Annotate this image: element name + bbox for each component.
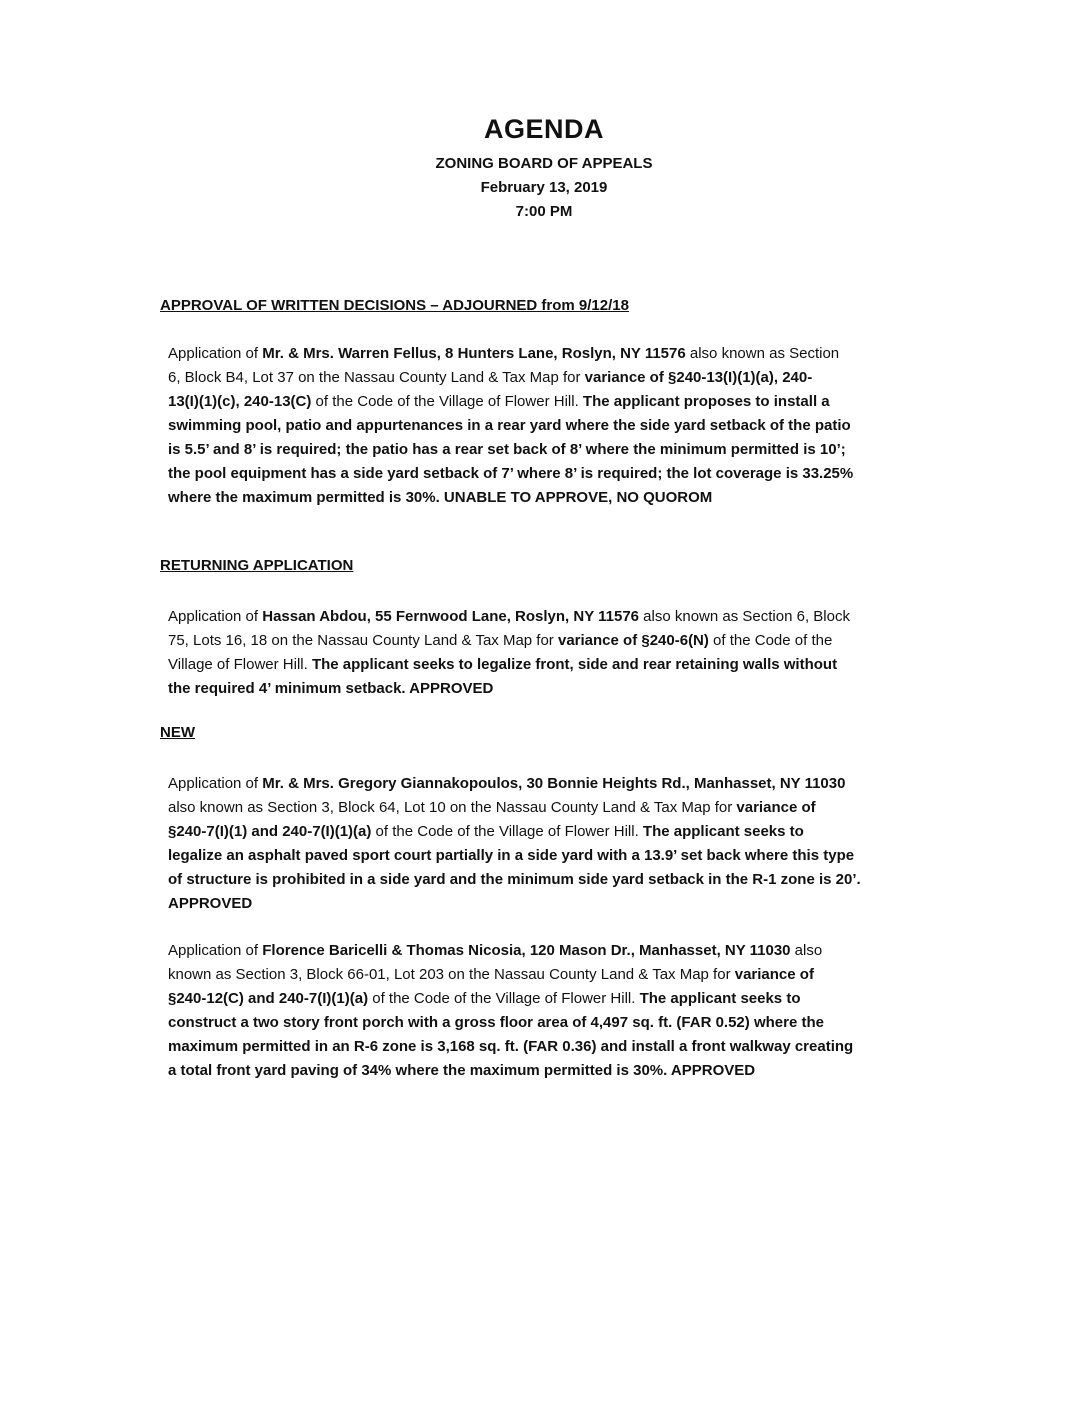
line-text: of the Code of the Village of Flower Hill. <box>368 990 640 1007</box>
approval-application-fellus <box>168 342 968 510</box>
proposal-text: The applicant seeks to <box>639 990 801 1007</box>
proposal-line: swimming pool, patio and appurtenances in a rear yard where the side yard setback of the patio <box>168 417 851 434</box>
line-text: also <box>790 942 823 959</box>
line-text: Application of <box>168 608 263 625</box>
applicant-name: Mr. & Mrs. Gregory Giannakopoulos, 30 Bonnie Heights Rd., Manhasset, NY 11030 <box>262 775 846 792</box>
variance-text: variance of <box>736 799 816 816</box>
line-text: also known as Section 6, Block <box>639 608 850 625</box>
paragraph-line <box>168 939 968 963</box>
paragraph-line <box>168 366 968 390</box>
new-application-giannakopoulos <box>168 772 968 916</box>
applicant-name: Mr. & Mrs. Warren Fellus, 8 Hunters Lane, Roslyn, NY 11576 <box>262 345 686 362</box>
proposal-line: the pool equipment has a side yard setback of 7’ where 8’ is required; the lot coverage is 33.25% <box>168 465 854 482</box>
paragraph-line <box>168 796 968 820</box>
paragraph-line <box>168 342 968 366</box>
meeting-date: February 13, 2019 <box>480 179 608 196</box>
applicant-name: Florence Baricelli & Thomas Nicosia, 120 Mason Dr., Manhasset, NY 11030 <box>262 942 791 959</box>
proposal-line: APPROVED <box>168 895 253 912</box>
returning-application-abdou <box>168 605 968 701</box>
line-text: Application of <box>168 345 263 362</box>
variance-text: variance of <box>734 966 814 983</box>
returning-section-heading: RETURNING APPLICATION <box>160 557 354 574</box>
paragraph-line <box>168 963 968 987</box>
line-text: Application of <box>168 942 263 959</box>
meeting-time: 7:00 PM <box>515 203 573 220</box>
proposal-line: a total front yard paving of 34% where the maximum permitted is 30%. APPROVED <box>168 1062 756 1079</box>
line-text: Application of <box>168 775 263 792</box>
agenda-title: AGENDA <box>483 114 604 144</box>
paragraph-line <box>168 820 968 844</box>
line-text: of the Code of the <box>708 632 833 649</box>
line-text: of the Code of the Village of Flower Hill. <box>371 823 643 840</box>
line-text: known as Section 3, Block 66-01, Lot 203 on the Nassau County Land & Tax Map for <box>168 966 735 983</box>
paragraph-line <box>168 390 968 414</box>
board-name: ZONING BOARD OF APPEALS <box>435 155 653 172</box>
paragraph-line <box>168 629 968 653</box>
proposal-line: the required 4’ minimum setback. APPROVED <box>168 680 494 697</box>
proposal-line: construct a two story front porch with a gross floor area of 4,497 sq. ft. (FAR 0.52) where the <box>168 1014 824 1031</box>
variance-text: variance of §240-6(N) <box>557 632 709 649</box>
proposal-line: maximum permitted in an R-6 zone is 3,168 sq. ft. (FAR 0.36) and install a front walkway creating <box>168 1038 854 1055</box>
line-text: 75, Lots 16, 18 on the Nassau County Land & Tax Map for <box>168 632 558 649</box>
variance-text: 13(I)(1)(c), 240-13(C) <box>168 393 312 410</box>
line-text: of the Code of the Village of Flower Hill. <box>311 393 583 410</box>
approval-section-heading: APPROVAL OF WRITTEN DECISIONS – ADJOURNED from 9/12/18 <box>160 297 629 314</box>
line-text: Village of Flower Hill. <box>168 656 312 673</box>
proposal-text: The applicant seeks to legalize front, side and rear retaining walls without <box>311 656 838 673</box>
paragraph-line <box>168 653 968 677</box>
new-application-baricelli <box>168 939 968 1083</box>
line-text: 6, Block B4, Lot 37 on the Nassau County Land & Tax Map for <box>168 369 585 386</box>
paragraph-line <box>168 772 968 796</box>
paragraph-line <box>168 605 968 629</box>
proposal-line: where the maximum permitted is 30%. UNABLE TO APPROVE, NO QUOROM <box>168 489 713 506</box>
paragraph-line <box>168 987 968 1011</box>
proposal-text: The applicant seeks to <box>642 823 804 840</box>
variance-text: §240-12(C) and 240-7(I)(1)(a) <box>168 990 369 1007</box>
variance-text: variance of §240-13(I)(1)(a), 240- <box>584 369 813 386</box>
proposal-line: is 5.5’ and 8’ is required; the patio has a rear set back of 8’ where the minimum permitted is 10’; <box>168 441 846 458</box>
proposal-line: legalize an asphalt paved sport court partially in a side yard with a 13.9’ set back where this type <box>168 847 855 864</box>
proposal-text: The applicant proposes to install a <box>582 393 830 410</box>
variance-text: §240-7(I)(1) and 240-7(I)(1)(a) <box>168 823 372 840</box>
line-text: also known as Section 3, Block 64, Lot 10 on the Nassau County Land & Tax Map for <box>168 799 737 816</box>
proposal-line: of structure is prohibited in a side yard and the minimum side yard setback in the R-1 zone is 20’. <box>168 871 861 888</box>
line-text: also known as Section <box>685 345 840 362</box>
applicant-name: Hassan Abdou, 55 Fernwood Lane, Roslyn, NY 11576 <box>262 608 640 625</box>
new-section-heading: NEW <box>160 724 195 741</box>
